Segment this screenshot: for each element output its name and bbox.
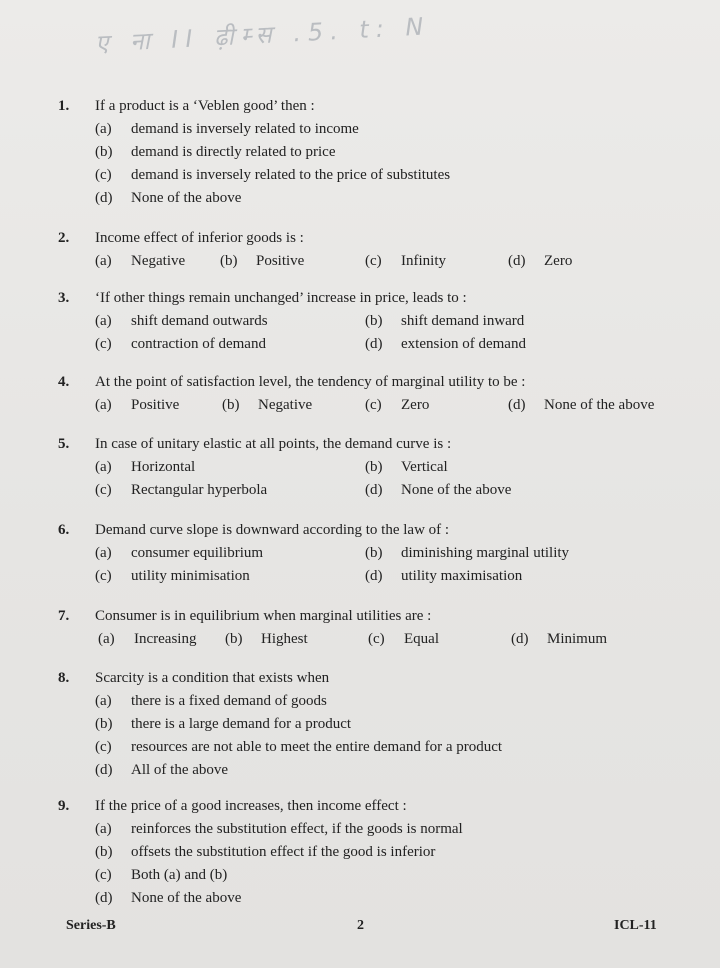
option-label: (d)	[365, 482, 383, 498]
option-c	[95, 482, 267, 499]
option-label: (d)	[508, 397, 526, 413]
footer-code: ICL-11	[614, 918, 657, 933]
option-b	[365, 545, 569, 562]
option-b	[225, 631, 308, 648]
option-a	[95, 821, 463, 838]
option-label: (a)	[95, 459, 112, 475]
option-text: Zero	[401, 397, 430, 413]
option-text: None of the above	[131, 190, 242, 206]
option-text: Negative	[258, 397, 313, 413]
option-text: there is a fixed demand of goods	[131, 693, 327, 709]
option-text: Equal	[404, 631, 439, 647]
option-text: Zero	[544, 253, 573, 269]
option-label: (b)	[365, 459, 383, 475]
option-label: (c)	[365, 253, 382, 269]
option-text: Positive	[131, 397, 180, 413]
handwritten-scribble: ए ना II ढ़ीम्स .5. t: N	[94, 12, 431, 58]
option-label: (c)	[95, 867, 112, 883]
option-a	[95, 253, 185, 270]
option-c	[95, 336, 266, 353]
option-text: consumer equilibrium	[131, 545, 264, 561]
option-b	[365, 313, 524, 330]
question-number: 3.	[58, 290, 70, 306]
option-b	[222, 397, 312, 414]
option-label: (c)	[95, 167, 112, 183]
option-b	[95, 716, 351, 733]
option-label: (a)	[95, 545, 112, 561]
option-text: Rectangular hyperbola	[131, 482, 268, 498]
option-text: Minimum	[547, 631, 608, 647]
option-a	[95, 121, 359, 138]
option-text: extension of demand	[401, 336, 526, 352]
option-a	[95, 545, 263, 562]
option-text: diminishing marginal utility	[401, 545, 570, 561]
option-label: (b)	[95, 144, 113, 160]
option-d	[508, 397, 654, 414]
option-text: demand is inversely related to the price of substitutes	[131, 167, 451, 183]
question-number: 4.	[58, 374, 70, 390]
question-number: 2.	[58, 230, 70, 246]
option-c	[95, 867, 227, 884]
option-text: None of the above	[544, 397, 655, 413]
option-label: (c)	[95, 739, 112, 755]
option-d	[511, 631, 607, 648]
question-text: Scarcity is a condition that exists when	[95, 670, 330, 686]
option-d	[365, 336, 526, 353]
option-label: (b)	[95, 844, 113, 860]
option-text: Negative	[131, 253, 186, 269]
option-a	[95, 397, 179, 414]
option-d	[95, 762, 228, 779]
option-label: (c)	[368, 631, 385, 647]
option-label: (a)	[95, 397, 112, 413]
footer-page-number: 2	[357, 918, 364, 933]
option-label: (a)	[95, 693, 112, 709]
option-text: Positive	[256, 253, 305, 269]
option-label: (d)	[365, 336, 383, 352]
option-a	[95, 693, 327, 710]
option-b	[220, 253, 304, 270]
option-a	[95, 459, 195, 476]
option-text: demand is inversely related to income	[131, 121, 359, 137]
option-label: (d)	[95, 890, 113, 906]
option-c	[365, 397, 429, 414]
question-text: In case of unitary elastic at all points, the demand curve is :	[95, 436, 452, 452]
option-label: (c)	[95, 336, 112, 352]
question-text: ‘If other things remain unchanged’ increase in price, leads to :	[95, 290, 467, 306]
option-text: resources are not able to meet the entire demand for a product	[131, 739, 503, 755]
option-label: (d)	[508, 253, 526, 269]
option-d	[95, 890, 241, 907]
option-label: (a)	[98, 631, 115, 647]
option-label: (c)	[95, 482, 112, 498]
option-label: (b)	[365, 545, 383, 561]
option-text: Increasing	[134, 631, 197, 647]
footer-series: Series-B	[66, 918, 116, 933]
question-number: 6.	[58, 522, 70, 538]
option-text: None of the above	[131, 890, 242, 906]
option-label: (d)	[365, 568, 383, 584]
option-d	[508, 253, 572, 270]
question-number: 5.	[58, 436, 70, 452]
option-text: utility maximisation	[401, 568, 523, 584]
option-c	[95, 568, 250, 585]
option-b	[95, 144, 336, 161]
option-label: (d)	[95, 190, 113, 206]
option-label: (d)	[511, 631, 529, 647]
question-text: If a product is a ‘Veblen good’ then :	[95, 98, 315, 114]
option-label: (a)	[95, 121, 112, 137]
question-text: Demand curve slope is downward according to the law of :	[95, 522, 450, 538]
option-text: Vertical	[401, 459, 448, 475]
option-a	[95, 313, 268, 330]
option-text: Highest	[261, 631, 308, 647]
question-text: At the point of satisfaction level, the tendency of marginal utility to be :	[95, 374, 526, 390]
option-c	[365, 253, 446, 270]
option-label: (d)	[95, 762, 113, 778]
option-c	[95, 739, 502, 756]
option-text: Both (a) and (b)	[131, 867, 228, 883]
option-text: demand is directly related to price	[131, 144, 336, 160]
option-text: reinforces the substitution effect, if the goods is normal	[131, 821, 463, 837]
option-c	[368, 631, 439, 648]
option-label: (b)	[365, 313, 383, 329]
option-label: (a)	[95, 313, 112, 329]
option-a	[98, 631, 196, 648]
option-text: shift demand outwards	[131, 313, 268, 329]
option-text: Horizontal	[131, 459, 196, 475]
question-number: 1.	[58, 98, 70, 114]
option-text: there is a large demand for a product	[131, 716, 352, 732]
option-text: contraction of demand	[131, 336, 266, 352]
option-label: (b)	[95, 716, 113, 732]
question-text: Income effect of inferior goods is :	[95, 230, 304, 246]
option-c	[95, 167, 450, 184]
option-d	[365, 482, 511, 499]
option-text: offsets the substitution effect if the good is inferior	[131, 844, 436, 860]
option-b	[365, 459, 448, 476]
question-number: 9.	[58, 798, 70, 814]
option-label: (b)	[220, 253, 238, 269]
question-number: 7.	[58, 608, 70, 624]
option-d	[95, 190, 241, 207]
option-label: (c)	[95, 568, 112, 584]
option-label: (b)	[225, 631, 243, 647]
option-text: Infinity	[401, 253, 446, 269]
question-number: 8.	[58, 670, 70, 686]
option-b	[95, 844, 435, 861]
option-text: utility minimisation	[131, 568, 250, 584]
option-text: All of the above	[131, 762, 229, 778]
option-label: (b)	[222, 397, 240, 413]
option-d	[365, 568, 522, 585]
question-text: If the price of a good increases, then income effect :	[95, 798, 407, 814]
option-text: shift demand inward	[401, 313, 525, 329]
option-label: (a)	[95, 821, 112, 837]
option-text: None of the above	[401, 482, 512, 498]
question-text: Consumer is in equilibrium when marginal utilities are :	[95, 608, 432, 624]
option-label: (a)	[95, 253, 112, 269]
option-label: (c)	[365, 397, 382, 413]
